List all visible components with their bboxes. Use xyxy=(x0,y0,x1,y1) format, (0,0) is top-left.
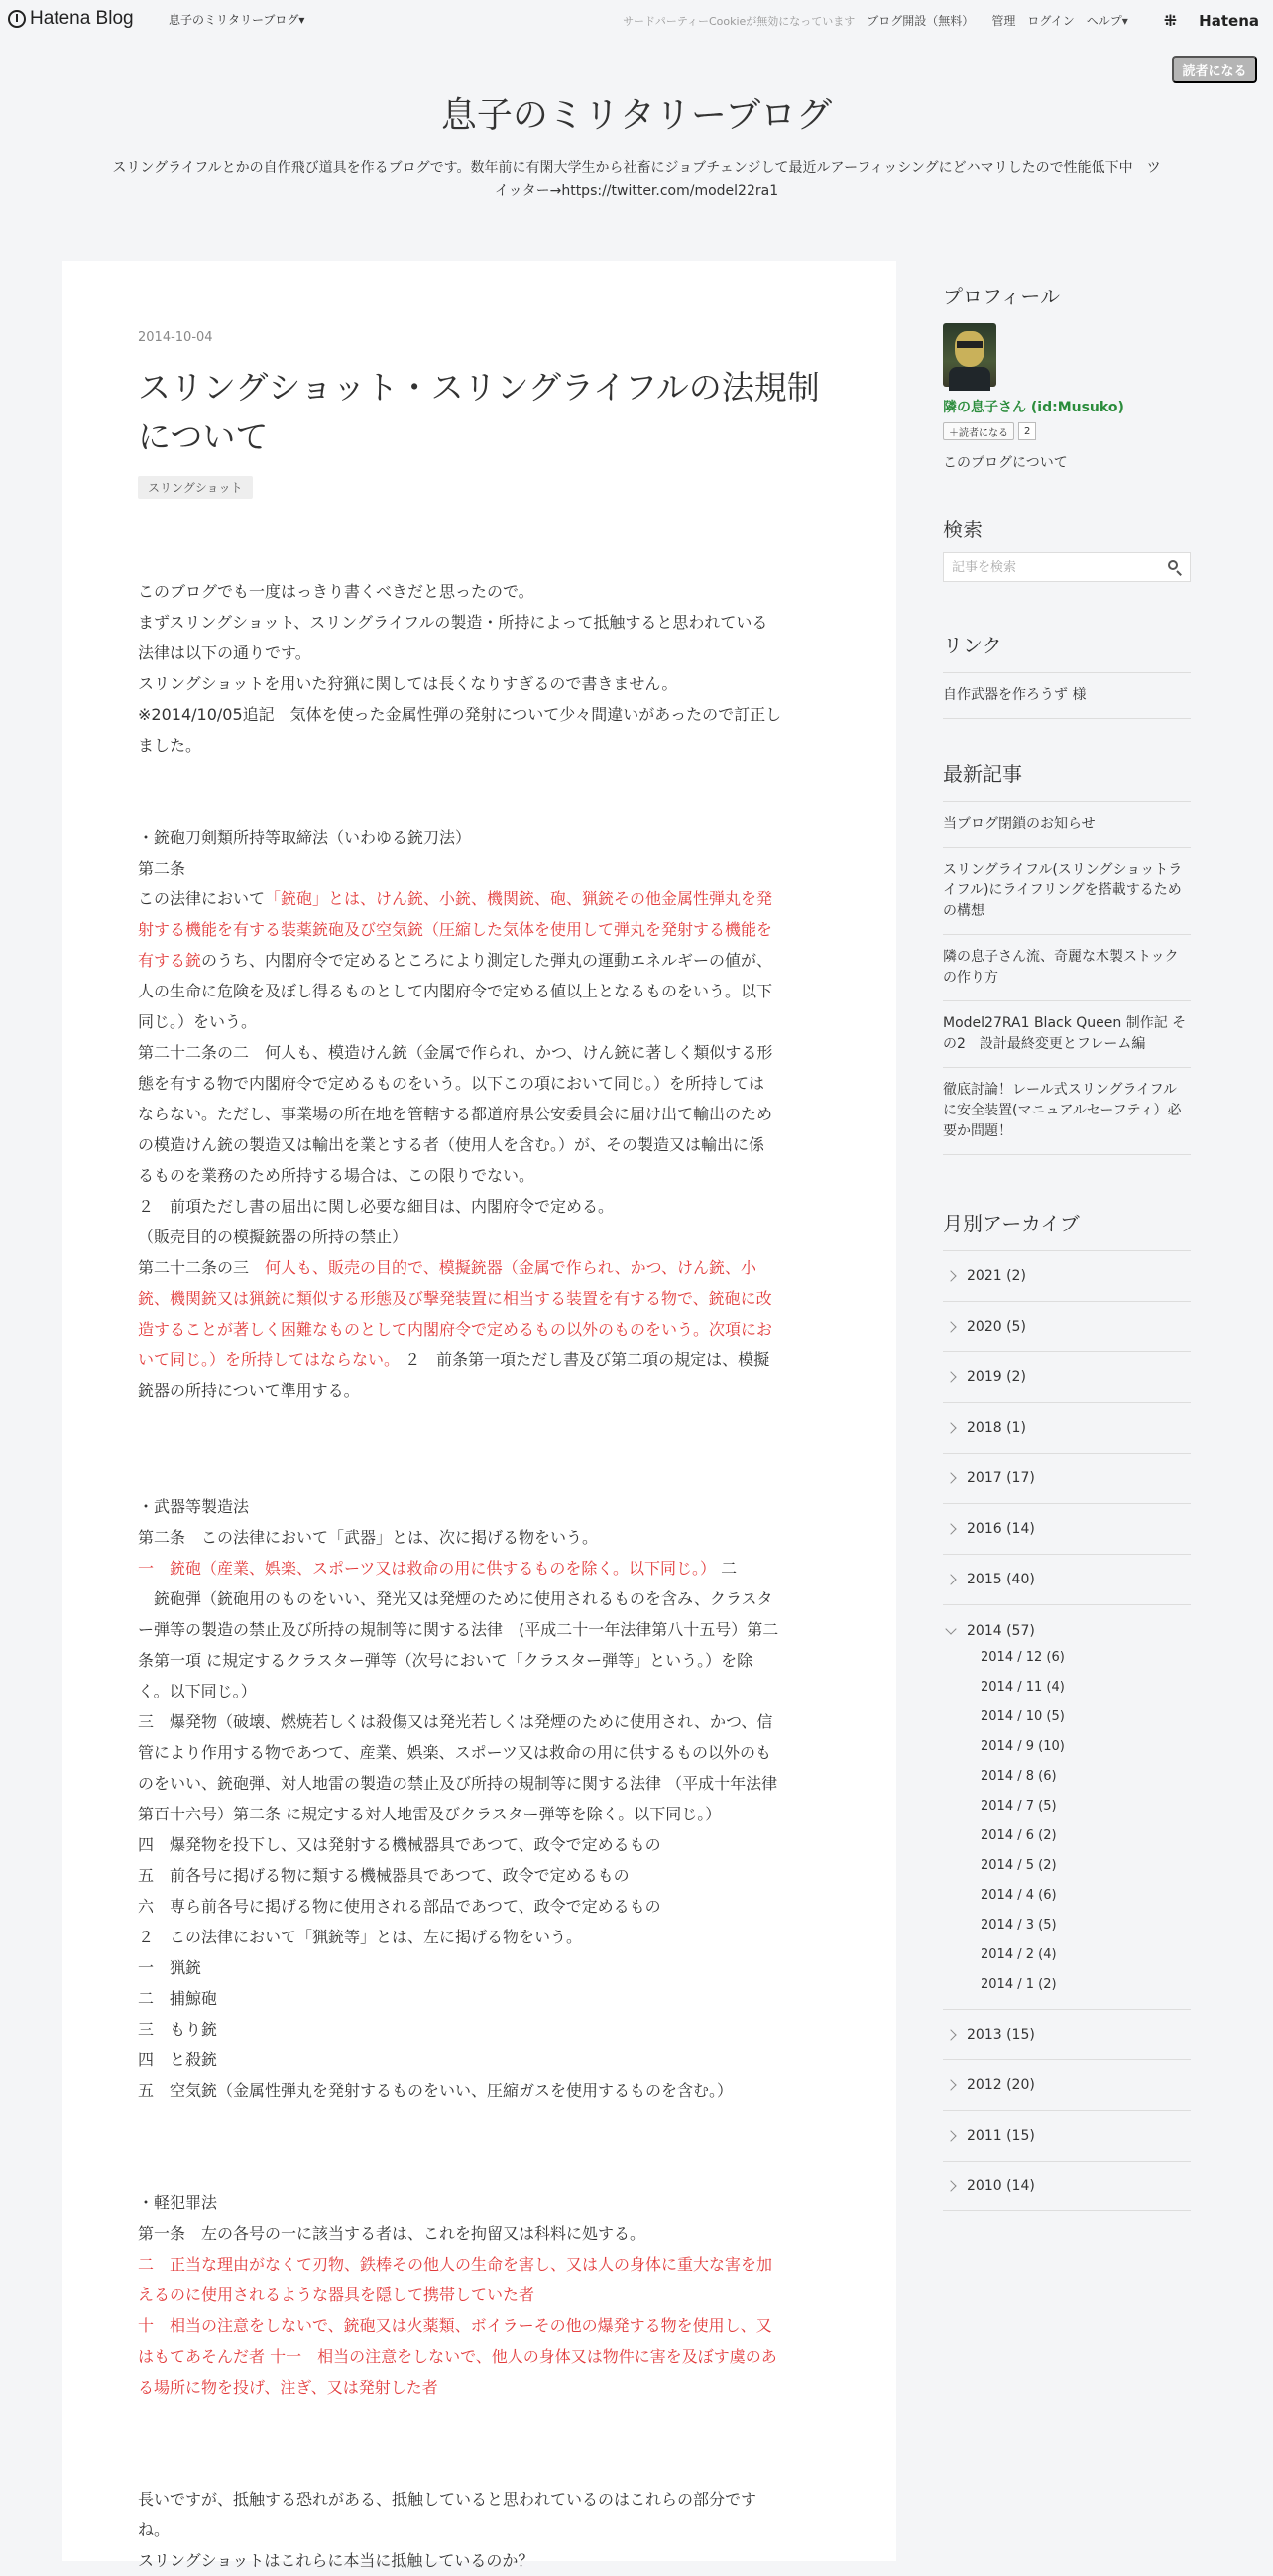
search-icon[interactable] xyxy=(1166,559,1184,577)
archive-year-expanded xyxy=(943,1604,1191,2009)
archive-year-label: 2018 (1) xyxy=(967,1420,1026,1436)
highlighted-text: はもてあそんだ者 十一 相当の注意をしないで、他人の身体又は物件に害を及ぼす虞のあ xyxy=(138,2347,777,2366)
archive-month-link[interactable]: 2014 / 10 (5) xyxy=(981,1708,1065,1724)
hatena-link-label: Hatena xyxy=(1199,11,1259,30)
archive-year-label: 2015 (40) xyxy=(967,1572,1035,1587)
recent-entry-link[interactable]: 徹底討論！レール式スリングライフルに安全装置(マニュアルセーフティ）必要か問題！ xyxy=(943,1067,1191,1155)
blog-description xyxy=(59,156,1214,203)
archive-month-link[interactable]: 2014 / 4 (6) xyxy=(981,1887,1057,1903)
highlighted-text: 銃砲（産業、娯楽、スポーツ又は救命の用に供するものを除く。以下同じ。） xyxy=(170,1559,717,1578)
archive-list xyxy=(943,1250,1191,2211)
chevron-right-icon xyxy=(945,1472,956,1483)
body-text: ※2014/10/05追記 気体を使った金属性弾の発射について少々間違いがあったので訂正し xyxy=(138,705,782,724)
archive-year[interactable] xyxy=(943,1250,1191,1301)
body-text: ならない。ただし、事業場の所在地を管轄する都道府県公安委員会に届け出て輸出のため xyxy=(138,1105,773,1123)
chevron-right-icon xyxy=(945,2079,956,2090)
archive-year-label: 2017 (17) xyxy=(967,1470,1035,1486)
link-item[interactable]: 自作武器を作ろうず 様 xyxy=(943,672,1191,719)
global-nav xyxy=(605,11,1273,30)
archive-year-label: 2016 (14) xyxy=(967,1521,1035,1537)
chevron-right-icon xyxy=(945,2029,956,2040)
body-text: スリングショットはこれらに本当に抵触しているのか？ xyxy=(138,2551,534,2570)
cookie-notice: サードパーティーCookieが無効になっています xyxy=(623,14,856,28)
body-text: 態を有する物で内閣府令で定めるものをいう。以下この項において同じ。）を所持しては xyxy=(138,1074,765,1093)
archive-month-link[interactable]: 2014 / 1 (2) xyxy=(981,1976,1057,1992)
archive-year[interactable] xyxy=(943,2110,1191,2161)
admin-link[interactable]: 管理 xyxy=(991,14,1016,28)
archive-month-link[interactable]: 2014 / 6 (2) xyxy=(981,1827,1057,1843)
entry-date[interactable]: 2014-10-04 xyxy=(138,330,213,345)
chevron-right-icon xyxy=(945,1270,956,1281)
recent-entry-link[interactable]: スリングライフル(スリングショットライフル)にライフリングを搭載するための構想 xyxy=(943,847,1191,934)
body-text xyxy=(138,1345,825,1375)
body-text-segment: のうち、内閣府令で定めるところにより測定した弾丸の運動エネルギーの値が、 xyxy=(201,951,773,970)
body-text: 第二条 この法律において「武器」とは、次に掲げる物をいう。 xyxy=(138,1528,599,1547)
highlighted-text: えるのに使用されるような器具を隠して携帯していた者 xyxy=(138,2285,535,2304)
highlighted-text: 二 正当な理由がなくて刃物、鉄棒その他人の生命を害し、又は人の身体に重大な害を加 xyxy=(138,2255,773,2274)
archive-year-label: 2012 (20) xyxy=(967,2077,1035,2093)
body-text-segment: 第二十二条の三 xyxy=(138,1258,266,1277)
body-text: まずスリングショット、スリングライフルの製造・所持によって抵触すると思われている xyxy=(138,613,768,632)
body-text: 一 猟銃 xyxy=(138,1958,202,1977)
body-text: 四 と殺銃 xyxy=(138,2050,218,2069)
chevron-right-icon xyxy=(945,2130,956,2141)
hatena-blog-logo-text: Hatena Blog xyxy=(30,8,134,29)
body-text: 人の生命に危険を及ぼし得るものとして内閣府令で定める値以上となるものをいう。以下 xyxy=(138,982,773,1000)
hatena-link[interactable] xyxy=(1146,11,1259,30)
highlighted-text: いて同じ。）を所持してはならない。 xyxy=(138,1350,401,1369)
archive-year[interactable] xyxy=(943,2059,1191,2110)
highlighted-text: 十 相当の注意をしないで、銃砲又は火薬類、ボイラーその他の爆発する物を使用し、又 xyxy=(138,2316,772,2335)
links-title: リンク xyxy=(943,634,1002,657)
profile-module xyxy=(943,281,1191,472)
body-text: 二 捕鯨砲 xyxy=(138,1989,218,2008)
recent-entry-link[interactable]: Model27RA1 Black Queen 制作記 その2 設計最終変更とフレーム編 xyxy=(943,1000,1191,1067)
blog-name-menu[interactable]: 息子のミリタリーブログ▾ xyxy=(169,13,305,27)
body-text: （販売目的の模擬銃器の所持の禁止） xyxy=(138,1228,408,1246)
profile-title: プロフィール xyxy=(943,285,1060,308)
global-header xyxy=(0,0,1273,38)
profile-subscribe xyxy=(943,422,1191,440)
highlighted-text: 有する銃 xyxy=(138,951,202,970)
archive-year-label: 2011 (15) xyxy=(967,2128,1035,2144)
body-text: 条第一項 に規定するクラスター弾等（次号において「クラスター弾等」という。）を除 xyxy=(138,1651,753,1670)
archive-month-link[interactable]: 2014 / 3 (5) xyxy=(981,1917,1057,1932)
body-text-segment: この法律において xyxy=(138,889,266,908)
entry-body xyxy=(138,576,825,2576)
body-text-segment: ２ 前条第一項ただし書及び第二項の規定は、模擬 xyxy=(405,1350,770,1369)
entry-article xyxy=(62,261,896,2570)
archive-year-label: 2019 (2) xyxy=(967,1369,1026,1385)
archive-module xyxy=(943,1208,1191,2211)
hatena-mark-icon: ⁜ xyxy=(1163,11,1178,30)
chevron-right-icon xyxy=(945,1371,956,1382)
body-text: 銃器の所持について準用する。 xyxy=(138,1381,360,1400)
body-text: く。以下同じ。） xyxy=(138,1682,257,1700)
chevron-right-icon xyxy=(945,1321,956,1332)
archive-year[interactable] xyxy=(943,1453,1191,1503)
recent-entry-link[interactable]: 当ブログ閉鎖のお知らせ xyxy=(943,801,1191,847)
archive-month-link[interactable]: 2014 / 7 (5) xyxy=(981,1798,1057,1814)
body-text xyxy=(138,945,825,976)
archive-month-link[interactable]: 2014 / 9 (10) xyxy=(981,1738,1065,1754)
body-text: 三 爆発物（破壊、燃焼若しくは殺傷又は発光若しくは発煙のために使用され、かつ、信 xyxy=(138,1712,773,1731)
archive-month-link[interactable]: 2014 / 12 (6) xyxy=(981,1649,1065,1665)
recent-entries-module xyxy=(943,759,1191,1155)
body-text: このブログでも一度はっきり書くべきだと思ったので。 xyxy=(138,582,534,601)
body-text: 同じ。）をいう。 xyxy=(138,1012,258,1031)
body-text: ね。 xyxy=(138,2520,171,2539)
entry-title-line: スリングショット・スリングライフルの法規制 xyxy=(138,368,820,407)
avatar[interactable] xyxy=(943,323,996,387)
body-text: 第百十六号）第二条 に規定する対人地雷及びクラスター弾等を除く。以下同じ。） xyxy=(138,1805,722,1823)
archive-year[interactable] xyxy=(943,1402,1191,1453)
highlighted-text: 「銃砲」とは、けん銃、小銃、機関銃、砲、猟銃その他金属性弾丸を発 xyxy=(265,889,773,908)
body-text: ー弾等の製造の禁止及び所持の規制等に関する法律 (平成二十一年法律第八十五号）第二 xyxy=(138,1620,779,1639)
archive-year[interactable] xyxy=(943,1301,1191,1351)
body-text: 五 空気銃（金属性弾丸を発射するものをいい、圧縮ガスを使用するものを含む。） xyxy=(138,2081,734,2100)
body-text: 六 専ら前各号に掲げる物に使用される部品であつて、政令で定めるもの xyxy=(138,1897,661,1916)
hatena-blog-logo[interactable] xyxy=(8,8,134,30)
blog-description-line: スリングライフルとかの自作飛び道具を作るブログです。数年前に有閑大学生から社畜にジョブチェンジして最近ルアーフィッシングにどハマリしたので性能低下中 ツ xyxy=(112,160,1161,176)
archive-year[interactable] xyxy=(943,2161,1191,2211)
body-text: の模造けん銃の製造又は輸出を業とする者（使用人を含む。）が、その製造又は輸出に係 xyxy=(138,1135,765,1154)
search-module xyxy=(943,514,1191,582)
chevron-right-icon xyxy=(945,1523,956,1534)
archive-year-label: 2014 (57) xyxy=(967,1622,1035,1639)
archive-month-link[interactable]: 2014 / 8 (6) xyxy=(981,1768,1057,1784)
profile-name-link[interactable]: 隣の息子さん (id:Musuko) xyxy=(943,400,1124,415)
archive-title: 月別アーカイブ xyxy=(943,1212,1080,1235)
law-heading: ・軽犯罪法 xyxy=(138,2193,218,2212)
chevron-down-icon xyxy=(945,1623,956,1634)
chevron-right-icon xyxy=(945,1422,956,1433)
highlighted-text: 一 xyxy=(138,1559,171,1578)
blog-description-line: イッター→https://twitter.com/model22ra1 xyxy=(494,183,779,199)
body-text: 第二条 xyxy=(138,859,186,878)
entry-title-line: について xyxy=(138,417,269,456)
hatena-blog-logo-icon xyxy=(8,10,26,28)
archive-month-link[interactable]: 2014 / 5 (2) xyxy=(981,1857,1057,1873)
body-text xyxy=(138,1553,825,1583)
body-text: 法律は以下の通りです。 xyxy=(138,644,311,662)
body-text xyxy=(138,1252,825,1283)
login-link[interactable]: ログイン xyxy=(1027,14,1075,28)
blog-title[interactable]: 息子のミリタリーブログ xyxy=(440,95,833,136)
links-list xyxy=(943,672,1191,719)
law-heading: ・武器等製造法 xyxy=(138,1497,250,1516)
recent-entries-title: 最新記事 xyxy=(943,762,1022,786)
body-text: 三 もり銃 xyxy=(138,2020,218,2039)
highlighted-text: 射する機能を有する装薬銃砲及び空気銃（圧縮した気体を使用して弾丸を発射する機能を xyxy=(138,920,773,939)
chevron-right-icon xyxy=(945,1574,956,1584)
category-tag[interactable]: スリングショット xyxy=(138,476,253,499)
highlighted-text: る場所に物を投げ、注ぎ、又は発射した者 xyxy=(138,2378,438,2397)
body-text: 銃砲弾（銃砲用のものをいい、発光又は発煙のために使用されるものを含み、クラスタ xyxy=(138,1589,773,1608)
law-heading: ・銃砲刀剣類所持等取締法（いわゆる銃刀法） xyxy=(138,828,472,847)
body-text: 四 爆発物を投下し、又は発射する機械器具であつて、政令で定めるもの xyxy=(138,1835,661,1854)
body-text: ました。 xyxy=(138,736,202,755)
body-text: 五 前各号に掲げる物に類する機械器具であつて、政令で定めるもの xyxy=(138,1866,630,1885)
archive-year-label: 2013 (15) xyxy=(967,2027,1035,2043)
body-text: ２ 前項ただし書の届出に関し必要な細目は、内閣府令で定める。 xyxy=(138,1197,615,1216)
recent-entries-list xyxy=(943,801,1191,1155)
profile-subscribe-button[interactable]: ＋読者になる xyxy=(943,422,1014,440)
highlighted-text: 造することが著しく困難なものとして内閣府令で定めるもの以外のものをいう。次項にお xyxy=(138,1320,773,1339)
archive-year-label: 2020 (5) xyxy=(967,1319,1026,1335)
about-blog-link[interactable]: このブログについて xyxy=(943,455,1068,471)
body-text: 第二十二条の二 何人も、模造けん銃（金属で作られ、かつ、けん銃に著しく類似する形 xyxy=(138,1043,773,1062)
archive-month-link[interactable]: 2014 / 11 (4) xyxy=(981,1679,1065,1695)
open-blog-link[interactable]: ブログ開設（無料） xyxy=(867,14,975,28)
links-module xyxy=(943,630,1191,719)
body-text: ２ この法律において「猟銃等」とは、左に掲げる物をいう。 xyxy=(138,1928,583,1946)
archive-year[interactable] xyxy=(943,1351,1191,1402)
body-text-segment: 二 xyxy=(721,1559,738,1578)
archive-year[interactable] xyxy=(943,1503,1191,1554)
body-text xyxy=(138,883,825,914)
archive-year-label: 2010 (14) xyxy=(967,2177,1035,2194)
archive-month-link[interactable]: 2014 / 2 (4) xyxy=(981,1946,1057,1962)
archive-year-label: 2021 (2) xyxy=(967,1268,1026,1284)
chevron-right-icon xyxy=(945,2180,956,2191)
search-title: 検索 xyxy=(943,518,983,541)
subscribe-button[interactable]: 読者になる xyxy=(1172,56,1257,83)
body-text: 管により作用する物であつて、産業、娯楽、スポーツ又は救命の用に供するもの以外のも xyxy=(138,1743,772,1762)
body-text: スリングショットを用いた狩猟に関しては長くなりすぎるので書きません。 xyxy=(138,674,678,693)
search-input[interactable] xyxy=(952,560,1150,575)
body-text: 第一条 左の各号の一に該当する者は、これを拘留又は科料に処する。 xyxy=(138,2224,646,2243)
entry-title[interactable] xyxy=(138,363,832,462)
subscriber-count[interactable]: 2 xyxy=(1018,422,1036,440)
archive-year[interactable] xyxy=(943,2009,1191,2059)
recent-entry-link[interactable]: 隣の息子さん流、奇麗な木製ストックの作り方 xyxy=(943,934,1191,1000)
search-form xyxy=(943,552,1191,582)
archive-year[interactable] xyxy=(943,1554,1191,1604)
body-text: 長いですが、抵触する恐れがある、抵触していると思われているのはこれらの部分です xyxy=(138,2490,757,2509)
help-menu[interactable]: ヘルプ▾ xyxy=(1086,14,1128,28)
body-text: るものを業務のため所持する場合は、この限りでない。 xyxy=(138,1166,535,1185)
highlighted-text: 銃、機関銃又は猟銃に類似する形態及び撃発装置に相当する装置を有する物で、銃砲に改 xyxy=(138,1289,772,1308)
highlighted-text: 何人も、販売の目的で、模擬銃器（金属で作られ、かつ、けん銃、小 xyxy=(265,1258,757,1277)
body-text: のをいい、銃砲弾、対人地雷の製造の禁止及び所持の規制等に関する法律 （平成十年法律 xyxy=(138,1774,778,1793)
